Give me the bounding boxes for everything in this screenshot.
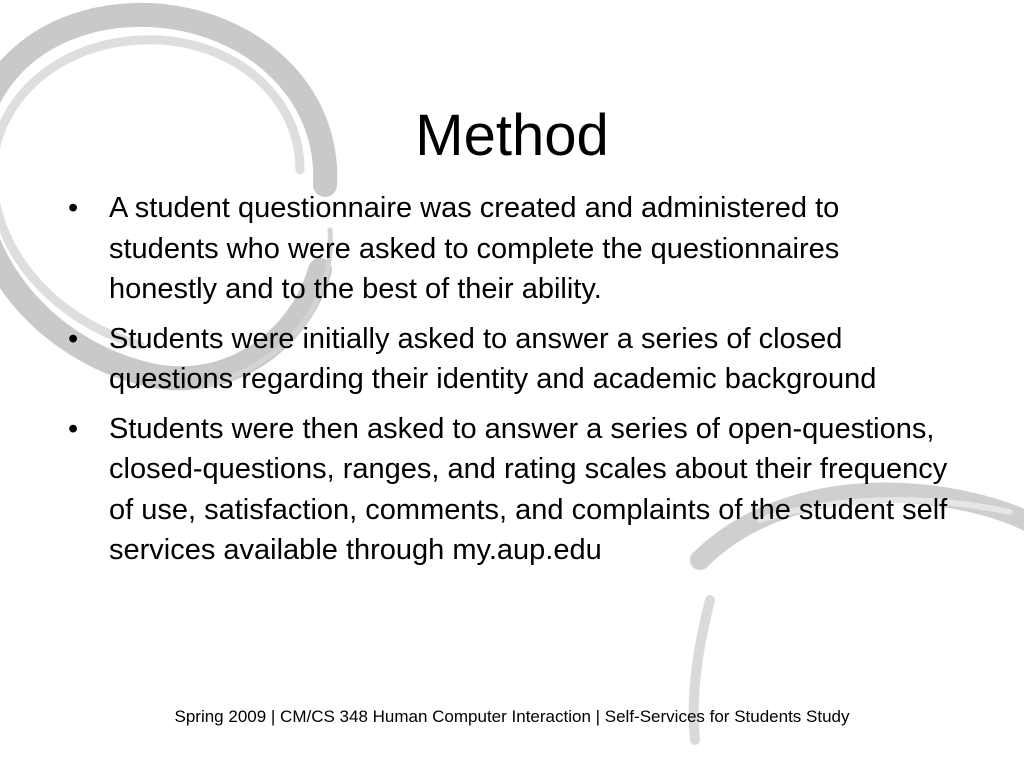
bullet-list [68,188,948,580]
bullet-item [68,188,948,310]
bullet-text: Students were then asked to answer a series of open-questions, closed-questions, ranges, and rating scales about their frequency of use, satisfaction, comments, and complaints of the student self services available through my.aup.edu [109,412,948,566]
bullet-marker: • [68,412,79,445]
slide-footer: Spring 2009 | CM/CS 348 Human Computer Interaction | Self-Services for Students Study [174,707,850,726]
bullet-text: A student questionnaire was created and administered to students who were asked to complete the questionnaires honestly and to the best of their ability. [109,192,840,305]
slide-title: Method [415,103,609,168]
bullet-marker: • [68,322,79,355]
bullet-text: Students were initially asked to answer a series of closed questions regarding their identity and academic background [109,322,877,395]
bullet-marker: • [68,192,79,224]
bullet-item [68,409,948,571]
bullet-item [68,319,948,400]
